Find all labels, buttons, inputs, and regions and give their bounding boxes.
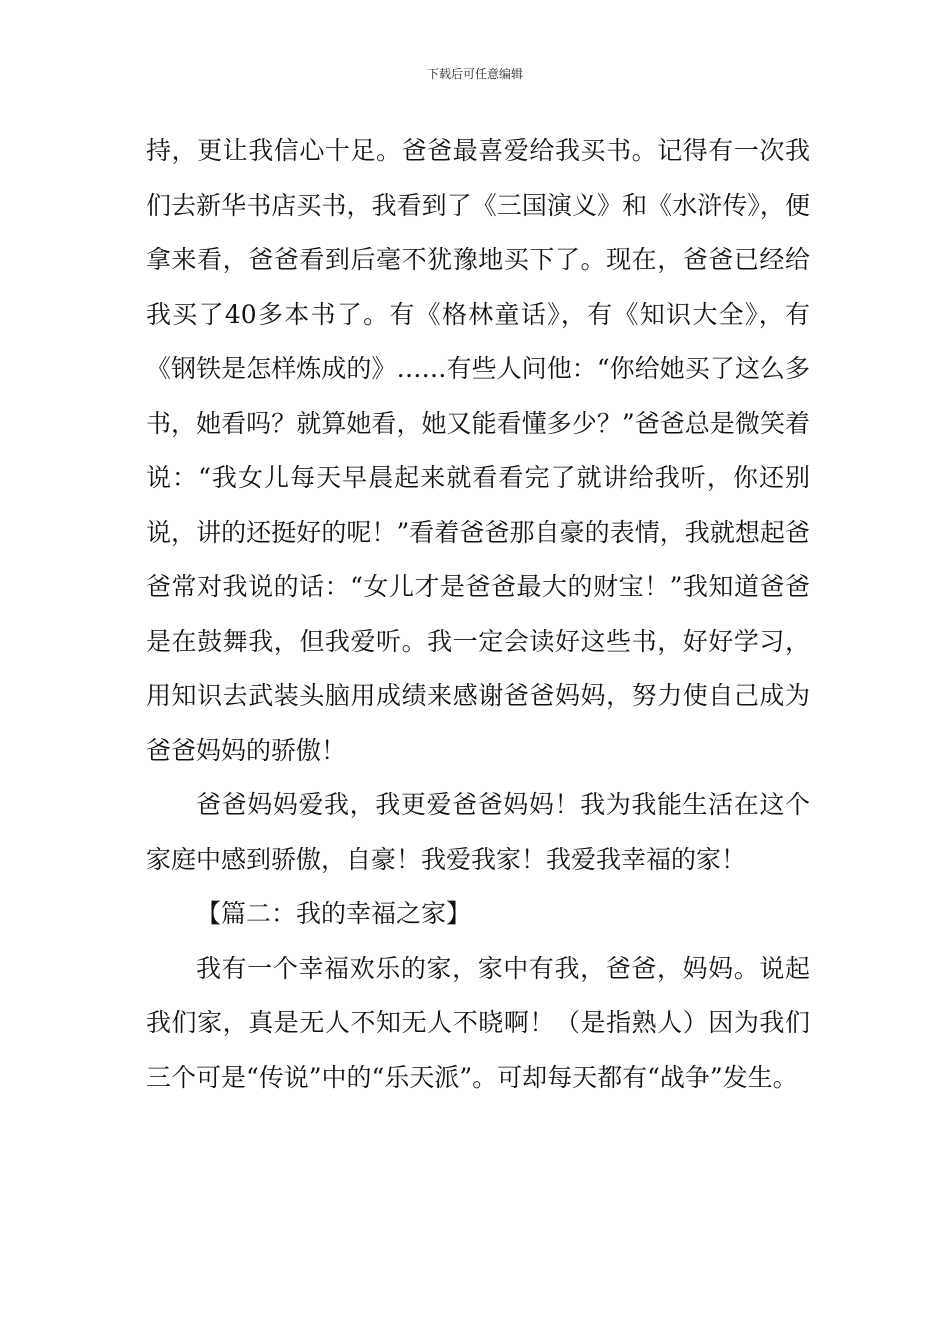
paragraph-intro: 我有一个幸福欢乐的家，家中有我，爸爸，妈妈。说起我们家，真是无人不知无人不晓啊！（是指熟人）因为我们三个可是“传说”中的“乐天派”。可却每天都有“战争”发生。 <box>146 953 810 1092</box>
paragraph-continuation: 持，更让我信心十足。爸爸最喜爱给我买书。记得有一次我们去新华书店买书，我看到了《三国演义》和《水浒传》，便拿来看，爸爸看到后毫不犹豫地买下了。现在，爸爸已经给我买了40多本书了。有《格林童话》，有《知识大全》，有《钢铁是怎样炼成的》……有些人问他：“你给她买了这么多书，她看吗？就算她看，她又能看懂多少？”爸爸总是微笑着说：“我女儿每天早晨起来就看看完了就讲给我听，你还别说，讲的还挺好的呢！”看着爸爸那自豪的表情，我就想起爸爸常对我说的话：“女儿才是爸爸最大的财宝！”我知道爸爸是在鼓舞我，但我爱听。我一定会读好这些书，好好学习，用知识去武装头脑用成绩来感谢爸爸妈妈，努力使自己成为爸爸妈妈的骄傲！ <box>146 136 810 765</box>
section-heading: 【篇二：我的幸福之家】 <box>196 899 472 928</box>
paragraph-closing: 爸爸妈妈爱我，我更爱爸爸妈妈！我为我能生活在这个家庭中感到骄傲，自豪！我爱我家！我爱我幸福的家！ <box>146 790 810 874</box>
page-header: 下载后可任意编辑 <box>426 67 523 81</box>
body-text <box>146 124 810 1105</box>
